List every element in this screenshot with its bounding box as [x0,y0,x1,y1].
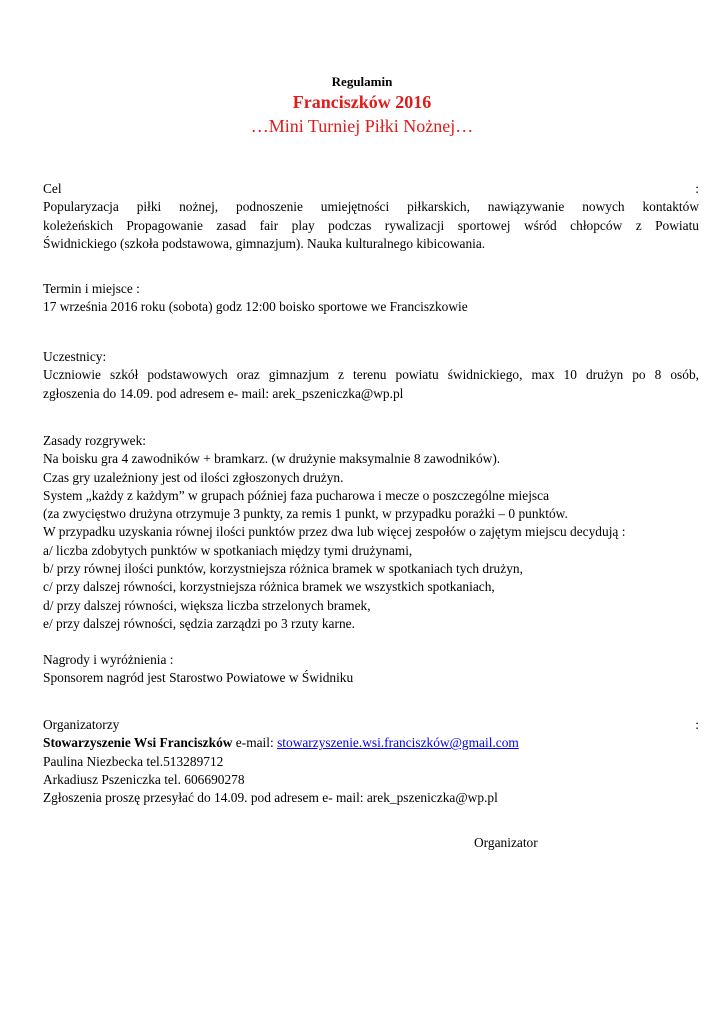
section-zasady [43,432,699,633]
zasady-line: System „każdy z każdym” w grupach później faza pucharowa i mecze o poszczególne miejsca [43,487,550,503]
section-termin [43,280,699,317]
cel-line-3: Świdnickiego (szkoła podstawowa, gimnazjum). Nauka kulturalnego kibicowania. [43,235,486,251]
cel-colon: : [695,181,699,196]
signature: Organizator [474,835,538,850]
cel-heading-row [43,180,699,198]
termin-heading: Termin i miejsce : [43,281,140,296]
registration-note: Zgłoszenia proszę przesyłać do 14.09. pod adresem e- mail: arek_pszeniczka@wp.pl [43,790,498,806]
uczestnicy-line-2: zgłoszenia do 14.09. pod adresem e- mail: arek_pszeniczka@wp.pl [43,385,404,401]
pre-title: Regulamin [331,74,393,89]
organizatorzy-colon: : [695,717,699,732]
section-cel [43,180,699,253]
nagrody-heading: Nagrody i wyróżnienia : [43,652,174,667]
nagrody-line: Sponsorem nagród jest Starostwo Powiatowe w Świdniku [43,670,354,686]
organizer-email-link[interactable]: stowarzyszenie.wsi.franciszków@gmail.com [277,735,519,751]
contact-1: Paulina Niezbecka tel.513289712 [43,753,224,769]
organizer-name: Stowarzyszenie Wsi Franciszków [43,735,233,751]
zasady-heading: Zasady rozgrywek: [43,433,146,448]
document-subtitle: …Mini Turniej Piłki Nożnej… [250,116,474,136]
termin-line: 17 września 2016 roku (sobota) godz 12:00 boisko sportowe we Franciszkowie [43,299,468,315]
document-title: Franciszków 2016 [292,92,432,112]
zasady-line: (za zwycięstwo drużyna otrzymuje 3 punkty, za remis 1 punkt, w przypadku porażki – 0 punktów. [43,506,568,522]
contact-2: Arkadiusz Pszeniczka tel. 606690278 [43,771,245,787]
uczestnicy-heading: Uczestnicy: [43,349,107,364]
uczestnicy-line-1: Uczniowie szkół podstawowych oraz gimnazjum z terenu powiatu świdnickiego, max 10 drużyn po 8 osób, [43,367,699,383]
zasady-item-d: d/ przy dalszej równości, większa liczba strzelonych bramek, [43,597,371,613]
section-organizatorzy [43,716,699,807]
zasady-item-a: a/ liczba zdobytych punktów w spotkaniach między tymi drużynami, [43,542,413,558]
zasady-line: W przypadku uzyskania równej ilości punktów przez dwa lub więcej zespołów o zajętym miejscu decydują : [43,524,626,540]
cel-heading: Cel [43,181,62,196]
zasady-line: Czas gry uzależniony jest od ilości zgłoszonych drużyn. [43,469,344,485]
zasady-line: Na boisku gra 4 zawodników + bramkarz. (w drużynie maksymalnie 8 zawodników). [43,451,501,467]
organizer-line [43,734,699,752]
section-nagrody [43,651,699,688]
zasady-item-e: e/ przy dalszej równości, sędzia zarządzi po 3 rzuty karne. [43,615,355,631]
organizatorzy-heading-row [43,716,699,734]
zasady-item-b: b/ przy równej ilości punktów, korzystniejsza różnica bramek w spotkaniach tych drużyn, [43,561,523,577]
cel-line-1: Popularyzacja piłki nożnej, podnoszenie umiejętności piłkarskich, nawiązywanie nowych kontaktów [43,199,699,215]
zasady-item-c: c/ przy dalszej równości, korzystniejsza różnica bramek we wszystkich spotkaniach, [43,579,495,595]
organizatorzy-heading: Organizatorzy [43,717,120,732]
section-uczestnicy [43,348,699,403]
email-label: e-mail: [232,735,278,751]
cel-line-2: koleżeńskich Propagowanie zasad fair play podczas rywalizacji sportowej wśród chłopców z Powiatu [43,217,699,233]
